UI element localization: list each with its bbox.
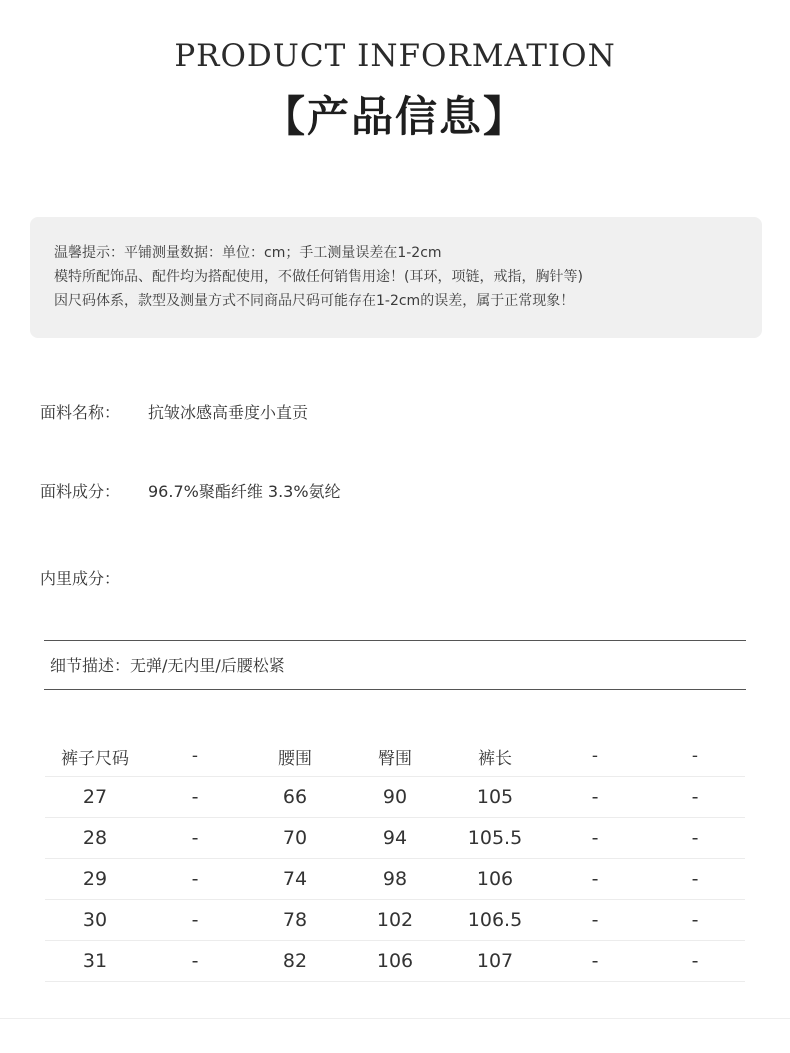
header-cell: 裤长 (445, 736, 545, 777)
table-cell: 31 (45, 941, 145, 982)
table-cell: - (145, 859, 245, 900)
table-cell: - (545, 859, 645, 900)
table-cell: - (645, 900, 745, 941)
table-cell: 105 (445, 777, 545, 818)
table-cell: - (145, 818, 245, 859)
table-cell: 27 (45, 777, 145, 818)
fabric-composition-value: 96.7%聚酯纤维 3.3%氨纶 (148, 482, 341, 501)
header-cell: 腰围 (245, 736, 345, 777)
table-cell: - (145, 941, 245, 982)
header-cell: - (545, 736, 645, 777)
header-cell: 裤子尺码 (45, 736, 145, 777)
table-cell: 66 (245, 777, 345, 818)
table-cell: - (645, 859, 745, 900)
table-row (45, 818, 745, 859)
lining-composition-row (40, 566, 148, 589)
header-cell: - (145, 736, 245, 777)
table-row (45, 900, 745, 941)
size-table (45, 736, 745, 982)
table-cell: 29 (45, 859, 145, 900)
table-cell: - (645, 818, 745, 859)
notice-line: 温馨提示：平铺测量数据：单位：cm；手工测量误差在1-2cm (54, 245, 442, 261)
detail-value: 无弹/无内里/后腰松紧 (130, 656, 285, 675)
notice-line: 因尺码体系，款型及测量方式不同商品尺码可能存在1-2cm的误差，属于正常现象！ (54, 293, 575, 309)
table-cell: 106 (445, 859, 545, 900)
header-cell: 臀围 (345, 736, 445, 777)
table-cell: 102 (345, 900, 445, 941)
notice-line: 模特所配饰品、配件均为搭配使用，不做任何销售用途！(耳环，项链，戒指，胸针等) (54, 269, 583, 285)
table-row (45, 941, 745, 982)
detail-row (50, 653, 285, 676)
table-cell: - (645, 777, 745, 818)
table-cell: 107 (445, 941, 545, 982)
table-cell: - (645, 941, 745, 982)
notice-box (30, 217, 762, 338)
table-cell: 78 (245, 900, 345, 941)
table-cell: 106.5 (445, 900, 545, 941)
fabric-name-label: 面料名称： (40, 403, 121, 422)
fabric-name-row (40, 400, 308, 423)
size-table-header-row (45, 736, 745, 777)
table-row (45, 777, 745, 818)
table-cell: - (145, 777, 245, 818)
table-cell: - (145, 900, 245, 941)
table-cell: - (545, 818, 645, 859)
table-cell: 74 (245, 859, 345, 900)
table-cell: 28 (45, 818, 145, 859)
table-row (45, 859, 745, 900)
page-bottom-divider (0, 1018, 790, 1019)
detail-label: 细节描述： (50, 656, 131, 675)
fabric-composition-label: 面料成分： (40, 482, 121, 501)
table-cell: - (545, 900, 645, 941)
header-cell: - (645, 736, 745, 777)
table-cell: 70 (245, 818, 345, 859)
table-cell: 30 (45, 900, 145, 941)
page-title-chinese: 【产品信息】 (262, 92, 527, 141)
table-cell: - (545, 941, 645, 982)
divider-bottom (44, 689, 746, 690)
lining-composition-label: 内里成分： (40, 569, 121, 588)
table-cell: 105.5 (445, 818, 545, 859)
table-cell: 106 (345, 941, 445, 982)
table-cell: 90 (345, 777, 445, 818)
table-cell: 98 (345, 859, 445, 900)
table-cell: - (545, 777, 645, 818)
table-cell: 94 (345, 818, 445, 859)
divider-top (44, 640, 746, 641)
table-cell: 82 (245, 941, 345, 982)
page-title-english: PRODUCT INFORMATION (174, 38, 616, 74)
fabric-name-value: 抗皱冰感高垂度小直贡 (148, 403, 309, 422)
fabric-composition-row (40, 479, 341, 502)
